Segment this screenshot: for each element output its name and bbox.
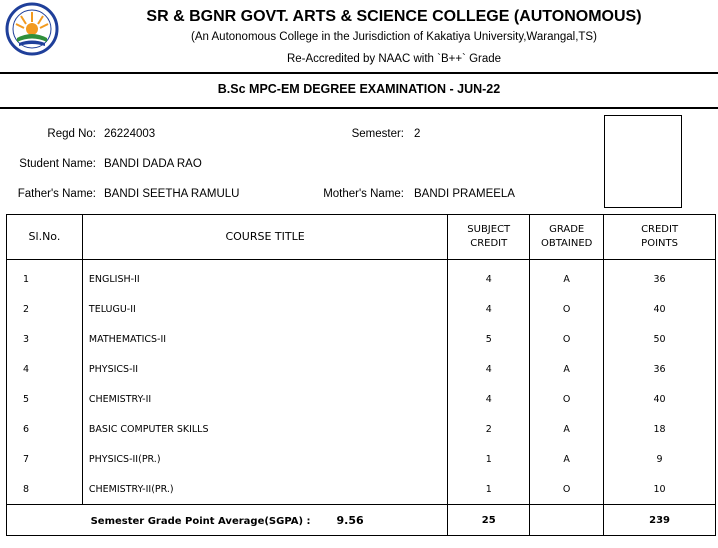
- row-course: ENGLISH-II: [82, 260, 447, 295]
- row-points: 18: [604, 414, 716, 444]
- row-slno: 1: [7, 260, 83, 295]
- mother-name-label: Mother's Name:: [323, 188, 404, 200]
- row-slno: 2: [7, 294, 83, 324]
- table-row: [7, 384, 716, 414]
- credit-points-header-line2: POINTS: [641, 238, 678, 249]
- row-grade: O: [530, 384, 604, 414]
- row-credit: 4: [448, 354, 530, 384]
- regd-no-value: 26224003: [104, 128, 156, 140]
- sgpa-label: Semester Grade Point Average(SGPA) :: [90, 515, 311, 527]
- course-title-header: COURSE TITLE: [82, 215, 447, 260]
- row-course: BASIC COMPUTER SKILLS: [82, 414, 447, 444]
- row-grade: O: [530, 474, 604, 505]
- credit-points-header: [604, 215, 716, 260]
- row-slno: 3: [7, 324, 83, 354]
- header-divider: [0, 72, 718, 74]
- table-row: [7, 414, 716, 444]
- row-points: 40: [604, 294, 716, 324]
- semester-value: 2: [414, 128, 421, 140]
- college-affiliation: (An Autonomous College in the Jurisdiction of Kakatiya University,Warangal,TS): [191, 31, 597, 43]
- row-credit: 4: [448, 384, 530, 414]
- row-points: 36: [604, 260, 716, 295]
- college-emblem-icon: [5, 2, 59, 56]
- slno-header: Sl.No.: [7, 215, 83, 260]
- row-credit: 1: [448, 444, 530, 474]
- row-grade: A: [530, 414, 604, 444]
- mother-name-value: BANDI PRAMEELA: [414, 188, 515, 200]
- row-course: CHEMISTRY-II: [82, 384, 447, 414]
- row-slno: 7: [7, 444, 83, 474]
- grade-obtained-header-line1: GRADE: [549, 224, 585, 235]
- total-credit: 25: [448, 505, 530, 536]
- sgpa-value: 9.56: [336, 513, 364, 527]
- credit-points-header-line1: CREDIT: [641, 224, 679, 235]
- father-name-label: Father's Name:: [17, 188, 96, 200]
- grade-obtained-header-line2: OBTAINED: [540, 238, 593, 249]
- row-grade: A: [530, 354, 604, 384]
- exam-divider: [0, 107, 718, 109]
- row-points: 40: [604, 384, 716, 414]
- table-header-row: [7, 215, 716, 260]
- row-course: PHYSICS-II(PR.): [82, 444, 447, 474]
- total-points: 239: [604, 505, 716, 536]
- row-course: TELUGU-II: [82, 294, 447, 324]
- row-points: 50: [604, 324, 716, 354]
- row-credit: 1: [448, 474, 530, 505]
- subject-credit-header: [448, 215, 530, 260]
- student-name-label: Student Name:: [19, 158, 96, 170]
- row-course: MATHEMATICS-II: [82, 324, 447, 354]
- table-row: [7, 294, 716, 324]
- row-credit: 4: [448, 260, 530, 295]
- row-credit: 4: [448, 294, 530, 324]
- total-row: [7, 505, 716, 536]
- table-row: [7, 324, 716, 354]
- row-grade: A: [530, 260, 604, 295]
- row-slno: 6: [7, 414, 83, 444]
- subject-credit-header-line1: SUBJECT: [467, 224, 511, 235]
- father-name-value: BANDI SEETHA RAMULU: [104, 188, 240, 200]
- row-points: 9: [604, 444, 716, 474]
- college-accreditation: Re-Accredited by NAAC with `B++` Grade: [286, 53, 502, 65]
- table-row: [7, 474, 716, 505]
- row-course: CHEMISTRY-II(PR.): [82, 474, 447, 505]
- row-credit: 2: [448, 414, 530, 444]
- row-credit: 5: [448, 324, 530, 354]
- sgpa-cell: [7, 505, 448, 536]
- row-points: 36: [604, 354, 716, 384]
- regd-no-label: Regd No:: [47, 128, 96, 140]
- table-row: [7, 354, 716, 384]
- row-slno: 5: [7, 384, 83, 414]
- subject-credit-header-line2: CREDIT: [470, 238, 508, 249]
- row-grade: O: [530, 324, 604, 354]
- row-slno: 8: [7, 474, 83, 505]
- table-row: [7, 260, 716, 295]
- row-points: 10: [604, 474, 716, 505]
- row-grade: A: [530, 444, 604, 474]
- row-grade: O: [530, 294, 604, 324]
- grade-obtained-header: [530, 215, 604, 260]
- exam-title: B.Sc MPC-EM DEGREE EXAMINATION - JUN-22: [217, 82, 501, 96]
- marks-table: [6, 214, 716, 536]
- row-course: PHYSICS-II: [82, 354, 447, 384]
- table-row: [7, 444, 716, 474]
- student-name-value: BANDI DADA RAO: [104, 158, 202, 170]
- row-slno: 4: [7, 354, 83, 384]
- semester-label: Semester:: [351, 128, 404, 140]
- college-name: SR & BGNR GOVT. ARTS & SCIENCE COLLEGE (AUTONOMOUS): [146, 8, 642, 25]
- total-grade-empty: [530, 505, 604, 536]
- photo-box: [604, 115, 682, 208]
